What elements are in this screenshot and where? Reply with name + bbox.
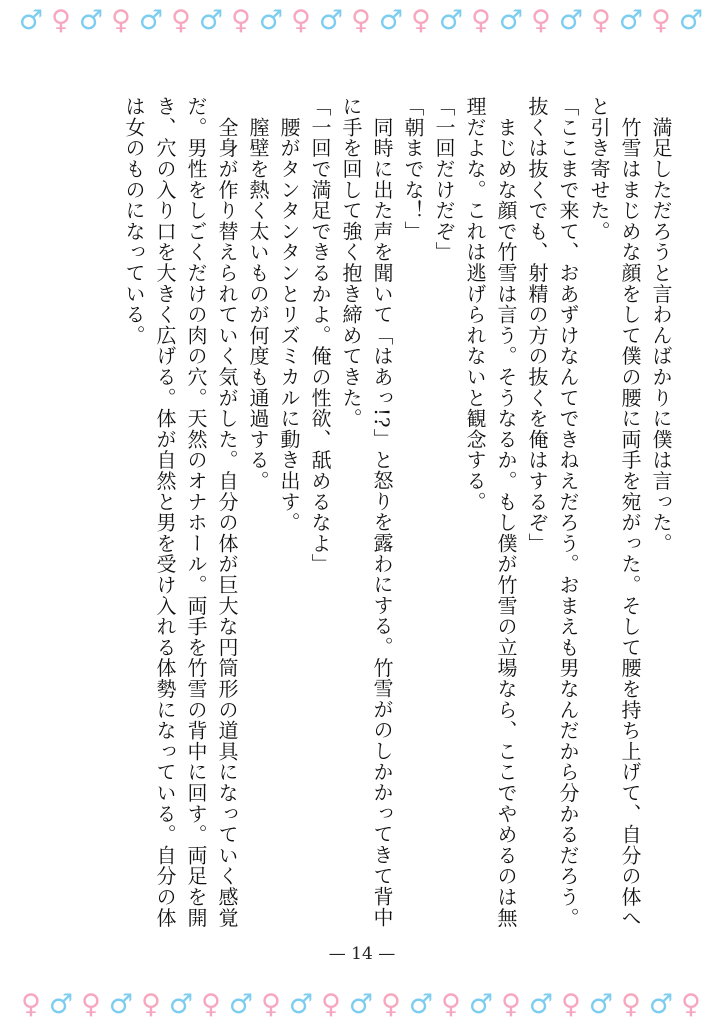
male-symbol-icon: ♂	[558, 4, 586, 36]
female-symbol-icon: ♀	[561, 988, 583, 1020]
female-symbol-icon: ♀	[651, 4, 673, 36]
text-line: 全身が作り替えられていく気がした。自分の体が巨大な円筒形の道具になっていく感覚	[215, 96, 239, 928]
text-line: だ。男性をしごくだけの肉の穴。天然のオナホール。両手を竹雪の背中に回す。両足を開	[184, 96, 208, 928]
text-line: 「一回だけだぞ」	[432, 96, 456, 263]
text-line: 抜くは抜くでも、射精の方の抜くを俺はするぞ」	[525, 96, 549, 554]
male-symbol-icon: ♂	[408, 988, 436, 1020]
male-symbol-icon: ♂	[228, 988, 256, 1020]
male-symbol-icon: ♂	[498, 4, 526, 36]
female-symbol-icon: ♀	[591, 4, 613, 36]
female-symbol-icon: ♀	[111, 4, 133, 36]
male-symbol-icon: ♂	[528, 988, 556, 1020]
male-symbol-icon: ♂	[378, 4, 406, 36]
male-symbol-icon: ♂	[198, 4, 226, 36]
text-line: 「ここまで来て、おあずけなんてできねえだろう。おまえも男なんだから分かるだろう。	[556, 96, 580, 928]
page-number: — 14 —	[328, 944, 396, 964]
female-symbol-icon: ♀	[201, 988, 223, 1020]
female-symbol-icon: ♀	[141, 988, 163, 1020]
female-symbol-icon: ♀	[171, 4, 193, 36]
female-symbol-icon: ♀	[321, 988, 343, 1020]
female-symbol-icon: ♀	[51, 4, 73, 36]
male-symbol-icon: ♂	[18, 4, 46, 36]
male-symbol-icon: ♂	[288, 988, 316, 1020]
female-symbol-icon: ♀	[261, 988, 283, 1020]
text-line: き、穴の入り口を大きく広げる。体が自然と男を受け入れる体勢になっている。自分の体	[153, 96, 177, 928]
male-symbol-icon: ♂	[468, 988, 496, 1020]
bottom-decorative-border	[0, 984, 724, 1024]
text-line: まじめな顔で竹雪は言う。そうなるか。もし僕が竹雪の立場なら、ここでやめるのは無	[494, 96, 518, 928]
text-line: 「朝までな！」	[401, 96, 425, 242]
male-symbol-icon: ♂	[588, 988, 616, 1020]
text-line: 理だよな。これは逃げられないと観念する。	[463, 96, 487, 512]
female-symbol-icon: ♀	[621, 988, 643, 1020]
female-symbol-icon: ♀	[501, 988, 523, 1020]
text-line: は女のものになっている。	[122, 96, 146, 346]
text-line: 腰がタンタンタンとリズミカルに動き出す。	[277, 96, 301, 533]
female-symbol-icon: ♀	[471, 4, 493, 36]
male-symbol-icon: ♂	[678, 4, 706, 36]
female-symbol-icon: ♀	[381, 988, 403, 1020]
vertical-text-body	[62, 96, 676, 936]
text-line: と引き寄せた。	[587, 96, 611, 242]
male-symbol-icon: ♂	[348, 988, 376, 1020]
female-symbol-icon: ♀	[531, 4, 553, 36]
female-symbol-icon: ♀	[681, 988, 703, 1020]
female-symbol-icon: ♀	[81, 988, 103, 1020]
female-symbol-icon: ♀	[291, 4, 313, 36]
male-symbol-icon: ♂	[258, 4, 286, 36]
male-symbol-icon: ♂	[108, 988, 136, 1020]
female-symbol-icon: ♀	[441, 988, 463, 1020]
text-line: 膣壁を熱く太いものが何度も通過する。	[246, 96, 270, 492]
male-symbol-icon: ♂	[438, 4, 466, 36]
text-line: に手を回して強く抱き締めてきた。	[339, 96, 363, 429]
male-symbol-icon: ♂	[318, 4, 346, 36]
female-symbol-icon: ♀	[21, 988, 43, 1020]
male-symbol-icon: ♂	[618, 4, 646, 36]
male-symbol-icon: ♂	[138, 4, 166, 36]
male-symbol-icon: ♂	[168, 988, 196, 1020]
text-line: 竹雪はまじめな顔をして僕の腰に両手を宛がった。そして腰を持ち上げて、自分の体へ	[618, 96, 642, 928]
top-decorative-border	[0, 0, 724, 40]
text-line: 同時に出た声を聞いて「はあっ!?」と怒りを露わにする。竹雪がのしかかってきて背中	[370, 96, 394, 928]
male-symbol-icon: ♂	[48, 988, 76, 1020]
male-symbol-icon: ♂	[78, 4, 106, 36]
male-symbol-icon: ♂	[648, 988, 676, 1020]
female-symbol-icon: ♀	[231, 4, 253, 36]
female-symbol-icon: ♀	[411, 4, 433, 36]
text-line: 「一回で満足できるかよ。俺の性欲、舐めるなよ」	[308, 96, 332, 575]
text-line: 満足しただろうと言わんばかりに僕は言った。	[649, 96, 673, 554]
female-symbol-icon: ♀	[351, 4, 373, 36]
